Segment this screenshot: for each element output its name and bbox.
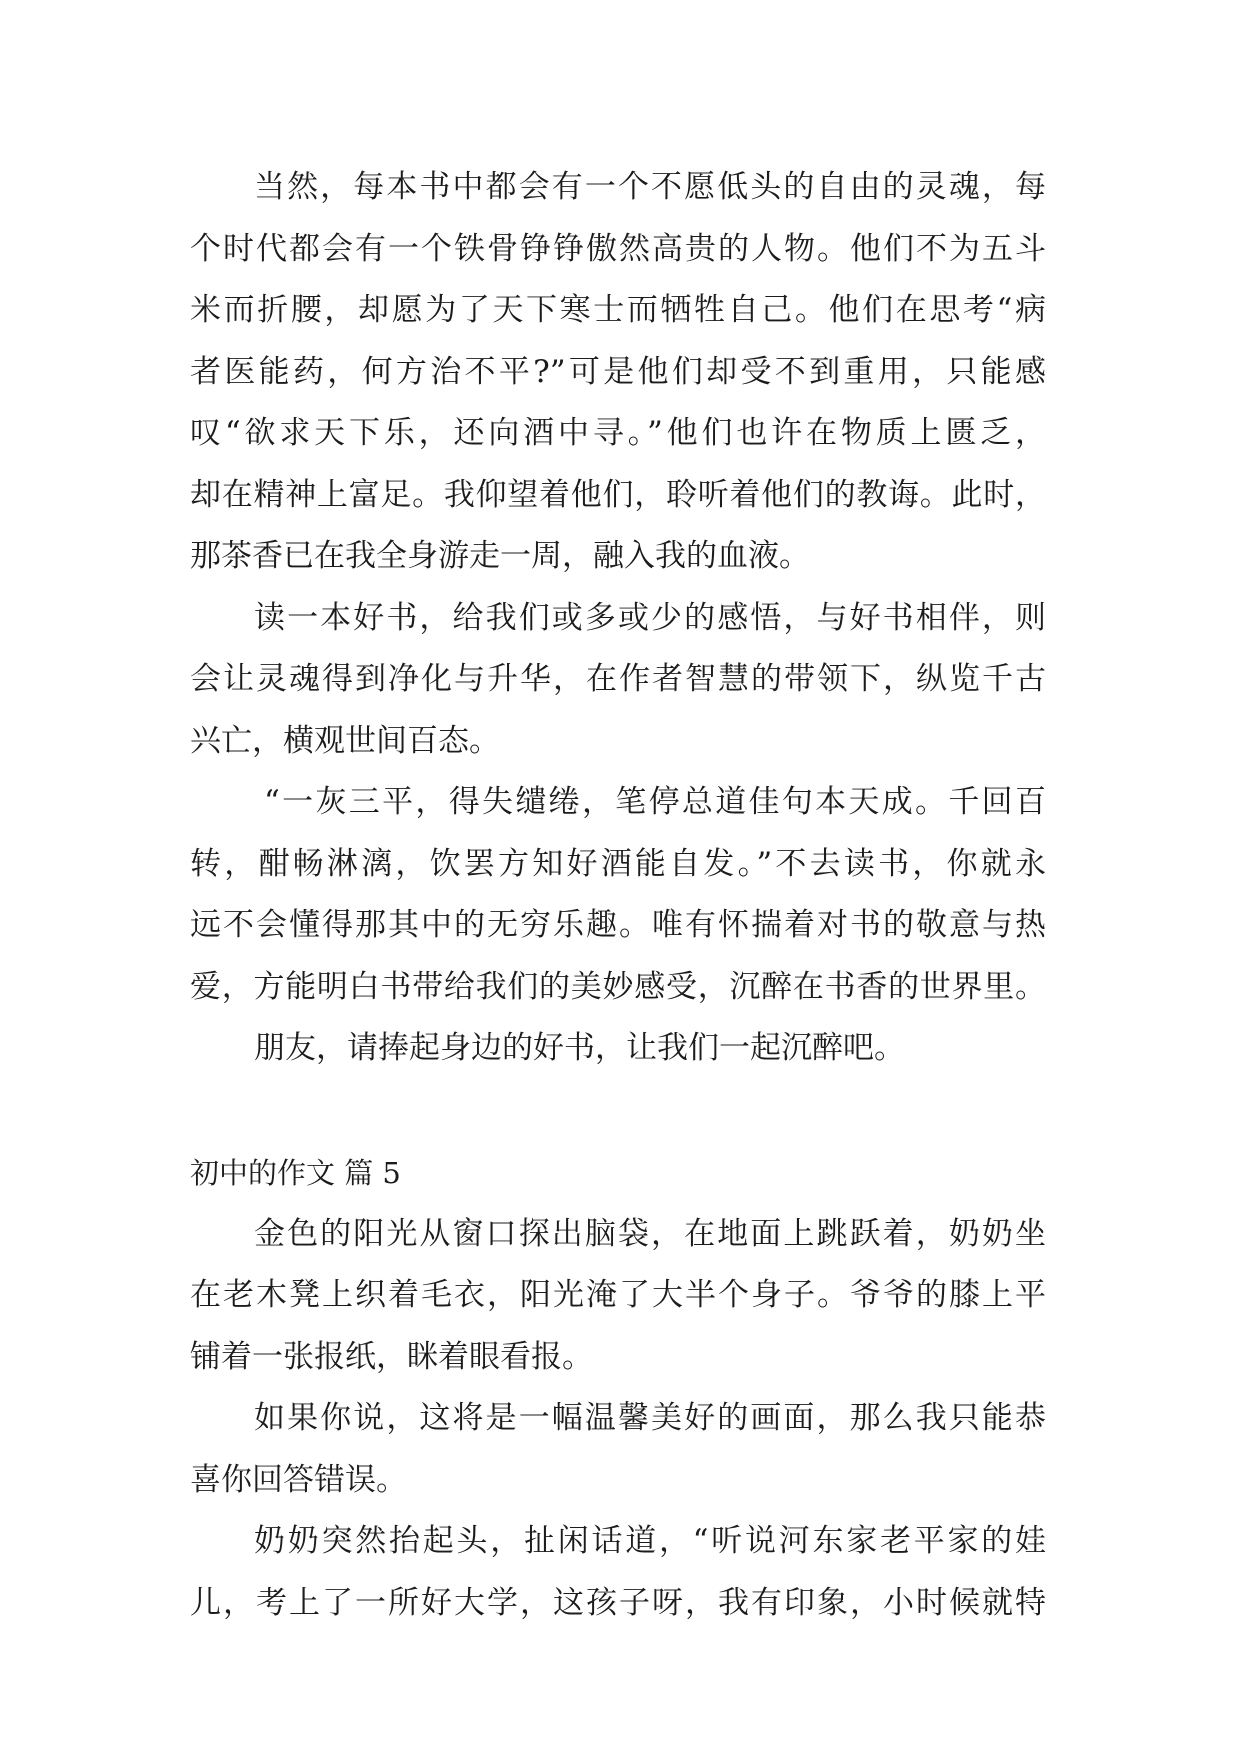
text-line: 兴亡，横观世间百态。 [190,722,500,759]
text-line: 当然，每本书中都会有一个不愿低头的自由的灵魂，每 [254,169,1046,205]
text-line: 米而折腰，却愿为了天下寒士而牺牲自己。他们在思考“病 [190,292,1046,328]
text-line: 那茶香已在我全身游走一周，融入我的血液。 [190,538,810,574]
paragraph [190,1018,1046,1080]
text-line: 奶奶突然抬起头，扯闲话道，“听说河东家老平家的娃 [254,1523,1046,1559]
paragraph [190,588,1046,773]
text-line: 在老木凳上织着毛衣，阳光淹了大半个身子。爷爷的膝上平 [190,1277,1046,1313]
text-line: 金色的阳光从窗口探出脑袋，在地面上跳跃着，奶奶坐 [254,1215,1046,1252]
text-line: 爱，方能明白书带给我们的美妙感受，沉醉在书香的世界里。 [190,968,1046,1005]
text-line: 却在精神上富足。我仰望着他们，聆听着他们的教诲。此时， [190,476,1046,513]
text-line: 铺着一张报纸，眯着眼看报。 [190,1338,593,1375]
text-line: 喜你回答错误。 [190,1461,407,1498]
section-heading: 初中的作文 篇 5 [190,1155,401,1190]
text-line: 远不会懂得那其中的无穷乐趣。唯有怀揣着对书的敬意与热 [190,907,1046,943]
text-line: “一灰三平，得失缱绻，笔停总道佳句本天成。千回百 [264,784,1046,820]
paragraph [190,1388,1046,1511]
paragraph [190,772,1046,1018]
paragraph [190,1511,1046,1634]
text-line: 朋友，请捧起身边的好书，让我们一起沉醉吧。 [254,1030,905,1066]
document-body [190,157,1046,1634]
paragraph [190,1204,1046,1389]
text-line: 个时代都会有一个铁骨铮铮傲然高贵的人物。他们不为五斗 [190,230,1046,267]
text-line: 会让灵魂得到净化与升华，在作者智慧的带领下，纵览千古 [190,661,1046,697]
text-line: 叹“欲求天下乐，还向酒中寻。”他们也许在物质上匮乏， [190,415,1046,451]
text-line: 读一本好书，给我们或多或少的感悟，与好书相伴，则 [254,599,1046,636]
text-line: 如果你说，这将是一幅温馨美好的画面，那么我只能恭 [254,1400,1046,1436]
text-line: 者医能药，何方治不平?”可是他们却受不到重用，只能感 [190,353,1046,390]
text-line: 儿，考上了一所好大学，这孩子呀，我有印象，小时候就特 [190,1584,1046,1621]
blank-line [190,1080,1046,1142]
paragraph [190,157,1046,588]
text-line: 转，酣畅淋漓，饮罢方知好酒能自发。”不去读书，你就永 [190,845,1046,882]
